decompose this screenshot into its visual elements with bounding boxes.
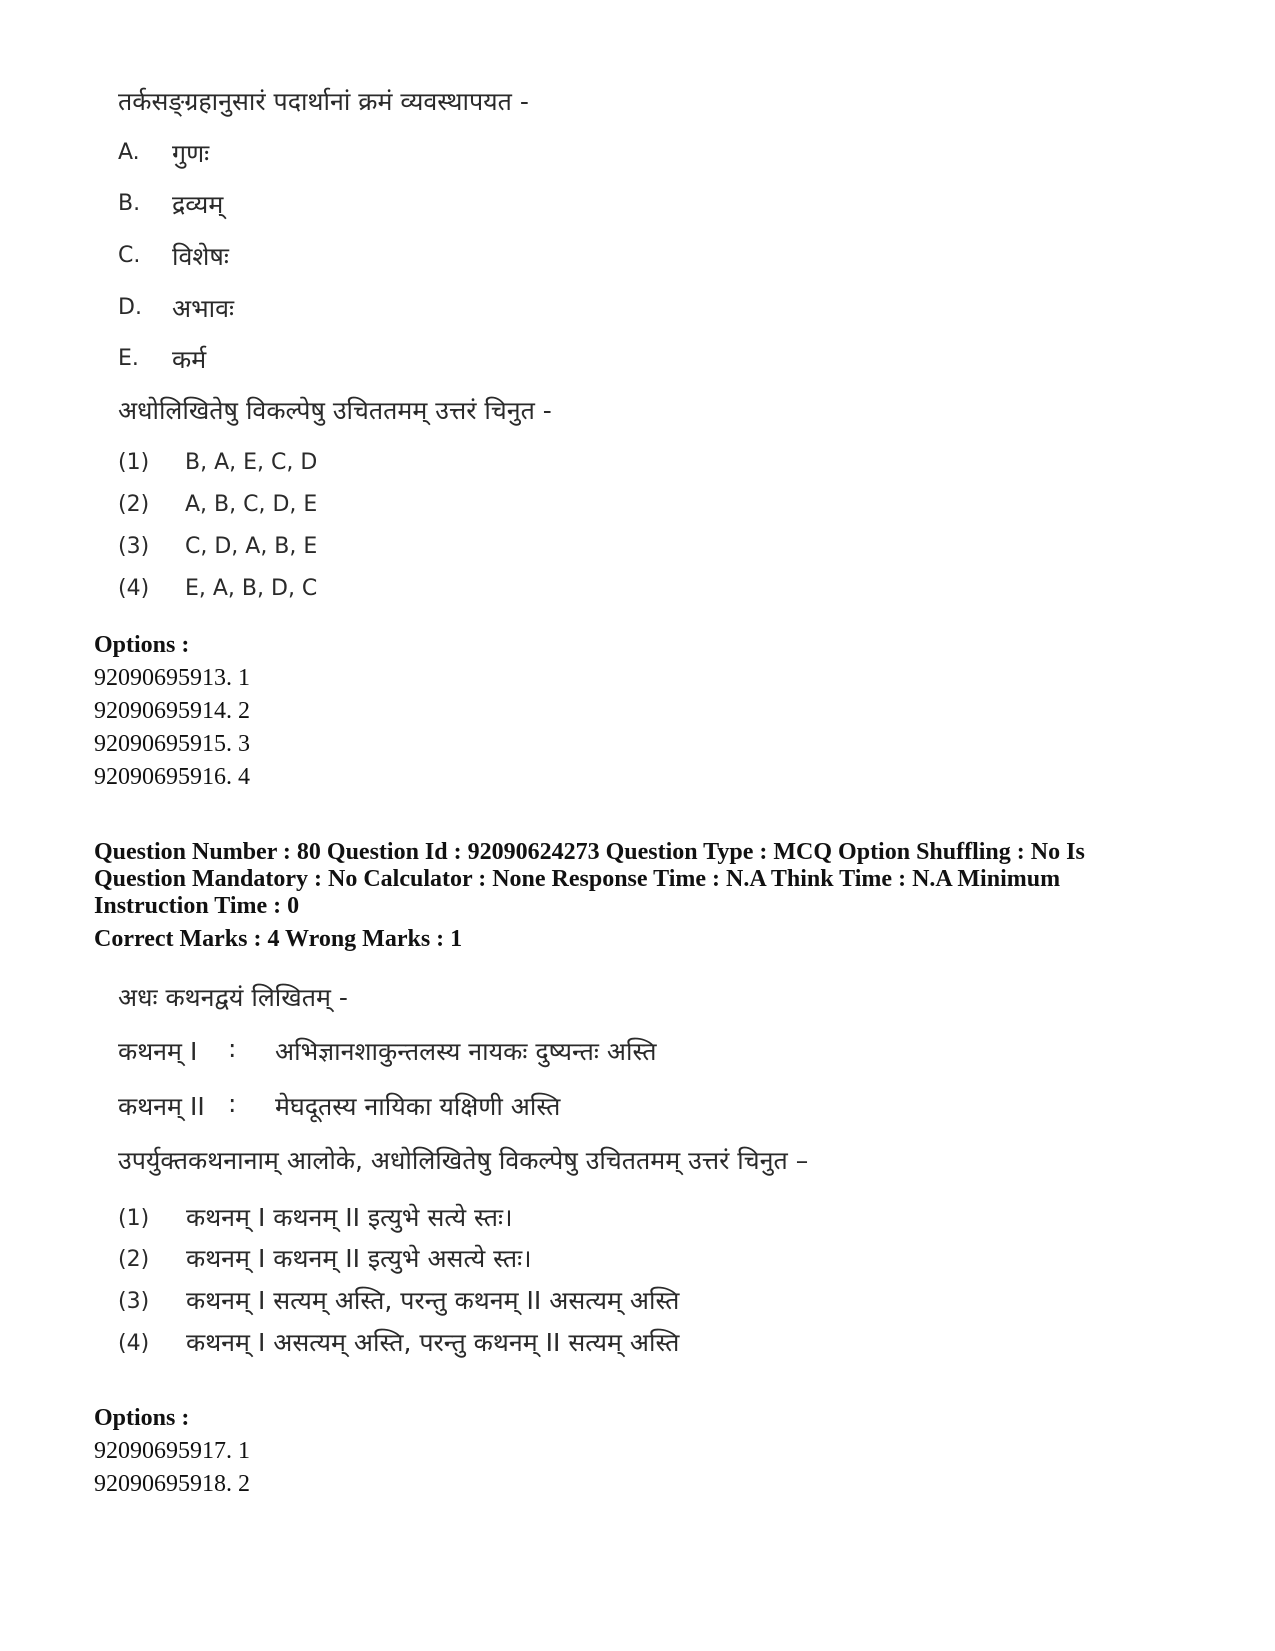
- q80-choice-text: कथनम् I कथनम् II इत्युभे सत्ये स्तः।: [186, 1203, 513, 1232]
- q79-options-heading: Options :: [94, 632, 190, 658]
- q80-choice-text: कथनम् I सत्यम् अस्ति, परन्तु कथनम् II असत्यम् अस्ति: [186, 1286, 680, 1315]
- q79-choice-text: C, D, A, B, E: [185, 534, 318, 559]
- q79-item-label: E.: [118, 346, 139, 371]
- q79-item-label: B.: [118, 191, 141, 216]
- q79-item-text: गुणः: [172, 139, 210, 168]
- q79-choice-number: (2): [118, 492, 150, 517]
- q79-option-id: 92090695914. 2: [94, 698, 250, 724]
- q80-statement-text: मेघदूतस्य नायिका यक्षिणी अस्ति: [275, 1092, 561, 1121]
- q80-instruction: उपर्युक्तकथनानाम् आलोके, अधोलिखितेषु विकल्पेषु उचिततमम् उत्तरं चिनुत –: [118, 1146, 809, 1175]
- q80-prompt: अधः कथनद्वयं लिखितम् -: [118, 983, 348, 1012]
- q79-item-label: A.: [118, 140, 140, 165]
- q80-choice-text: कथनम् I असत्यम् अस्ति, परन्तु कथनम् II सत्यम् अस्ति: [186, 1328, 680, 1357]
- q80-option-id: 92090695917. 1: [94, 1438, 250, 1464]
- q80-choice-number: (2): [118, 1247, 150, 1272]
- q79-choice-text: E, A, B, D, C: [185, 576, 318, 601]
- q79-option-id: 92090695913. 1: [94, 665, 250, 691]
- q80-meta-line: Instruction Time : 0: [94, 893, 300, 919]
- q80-statement-label: कथनम् II: [118, 1092, 205, 1121]
- q80-option-id: 92090695918. 2: [94, 1471, 250, 1497]
- q79-instruction: अधोलिखितेषु विकल्पेषु उचिततमम् उत्तरं चिनुत -: [118, 396, 552, 425]
- q79-item-label: C.: [118, 243, 141, 268]
- q79-item-text: कर्म: [172, 345, 207, 374]
- q80-marks: Correct Marks : 4 Wrong Marks : 1: [94, 926, 463, 952]
- q80-choice-number: (1): [118, 1206, 150, 1231]
- q80-choice-number: (3): [118, 1289, 150, 1314]
- q79-item-text: विशेषः: [172, 242, 229, 271]
- q80-options-heading: Options :: [94, 1405, 190, 1431]
- q79-option-id: 92090695915. 3: [94, 731, 250, 757]
- q80-choice-number: (4): [118, 1331, 150, 1356]
- q80-statement-text: अभिज्ञानशाकुन्तलस्य नायकः दुष्यन्तः अस्ति: [275, 1037, 657, 1066]
- q79-option-id: 92090695916. 4: [94, 764, 250, 790]
- q79-item-label: D.: [118, 295, 142, 320]
- q80-meta-line: Question Mandatory : No Calculator : None Response Time : N.A Think Time : N.A Minimum: [94, 866, 1061, 892]
- q80-statement-label: कथनम् I: [118, 1037, 198, 1066]
- q79-item-text: अभावः: [172, 294, 235, 323]
- q80-statement-sep: :: [228, 1034, 237, 1063]
- q80-meta-line: Question Number : 80 Question Id : 92090624273 Question Type : MCQ Option Shuffling : No Is: [94, 839, 1085, 865]
- q79-choice-number: (1): [118, 450, 150, 475]
- q79-choice-number: (3): [118, 534, 150, 559]
- q80-statement-sep: :: [228, 1089, 237, 1118]
- q79-choice-text: B, A, E, C, D: [185, 450, 318, 475]
- q79-choice-text: A, B, C, D, E: [185, 492, 318, 517]
- q79-item-text: द्रव्यम्: [172, 190, 224, 219]
- q79-choice-number: (4): [118, 576, 150, 601]
- q80-choice-text: कथनम् I कथनम् II इत्युभे असत्ये स्तः।: [186, 1244, 532, 1273]
- q79-prompt: तर्कसङ्ग्रहानुसारं पदार्थानां क्रमं व्यवस्थापयत -: [118, 87, 529, 116]
